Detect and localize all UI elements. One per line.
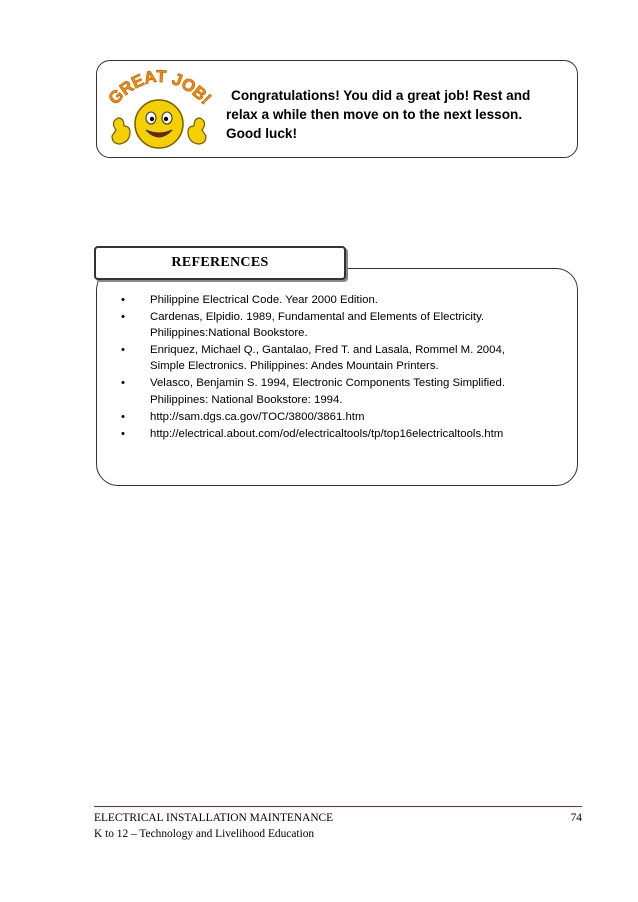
footer-subtitle: K to 12 – Technology and Livelihood Education [94, 828, 315, 840]
bullet: • [121, 377, 125, 390]
references-list [118, 292, 558, 443]
reference-link[interactable]: http://sam.dgs.ca.gov/TOC/3800/3861.htm [150, 410, 365, 423]
reference-item [118, 375, 558, 407]
reference-link[interactable]: http://electrical.about.com/od/electricaltools/tp/top16electricaltools.htm [150, 427, 504, 440]
reference-text: Cardenas, Elpidio. 1989, Fundamental and Elements of Electricity. [150, 311, 485, 323]
reference-text: Simple Electronics. Philippines: Andes Mountain Printers. [150, 360, 439, 373]
congratulations-message [226, 86, 571, 143]
bullet: • [121, 344, 125, 357]
congratulations-line: relax a while then move on to the next lesson. [226, 107, 523, 122]
reference-text: Philippines:National Bookstore. [150, 327, 308, 340]
congratulations-line: Good luck! [226, 126, 297, 141]
reference-text: Enriquez, Michael Q., Gantalao, Fred T. and Lasala, Rommel M. 2004, [150, 344, 505, 357]
reference-item [118, 426, 558, 442]
bullet: • [121, 410, 125, 423]
footer-divider [94, 806, 582, 807]
reference-text: Philippines: National Bookstore: 1994. [150, 393, 343, 406]
bullet: • [121, 294, 125, 306]
bullet: • [121, 311, 125, 323]
page-footer [94, 810, 582, 842]
page-number: 74 [570, 812, 582, 824]
bullet: • [121, 427, 125, 440]
congratulations-line: Congratulations! You did a great job! Rest and [231, 88, 531, 103]
references-tab [94, 246, 346, 280]
reference-text: Philippine Electrical Code. Year 2000 Edition. [150, 294, 378, 306]
references-title: REFERENCES [171, 255, 269, 270]
reference-text: Velasco, Benjamin S. 1994, Electronic Components Testing Simplified. [150, 377, 505, 390]
reference-item [118, 309, 558, 341]
footer-course-title: ELECTRICAL INSTALLATION MAINTENANCE [94, 812, 334, 824]
reference-item [118, 342, 558, 374]
reference-item [118, 409, 558, 425]
great-job-smiley-icon [100, 68, 218, 160]
great-job-badge-text: GREAT JOB! [104, 68, 215, 109]
reference-item [118, 292, 558, 308]
